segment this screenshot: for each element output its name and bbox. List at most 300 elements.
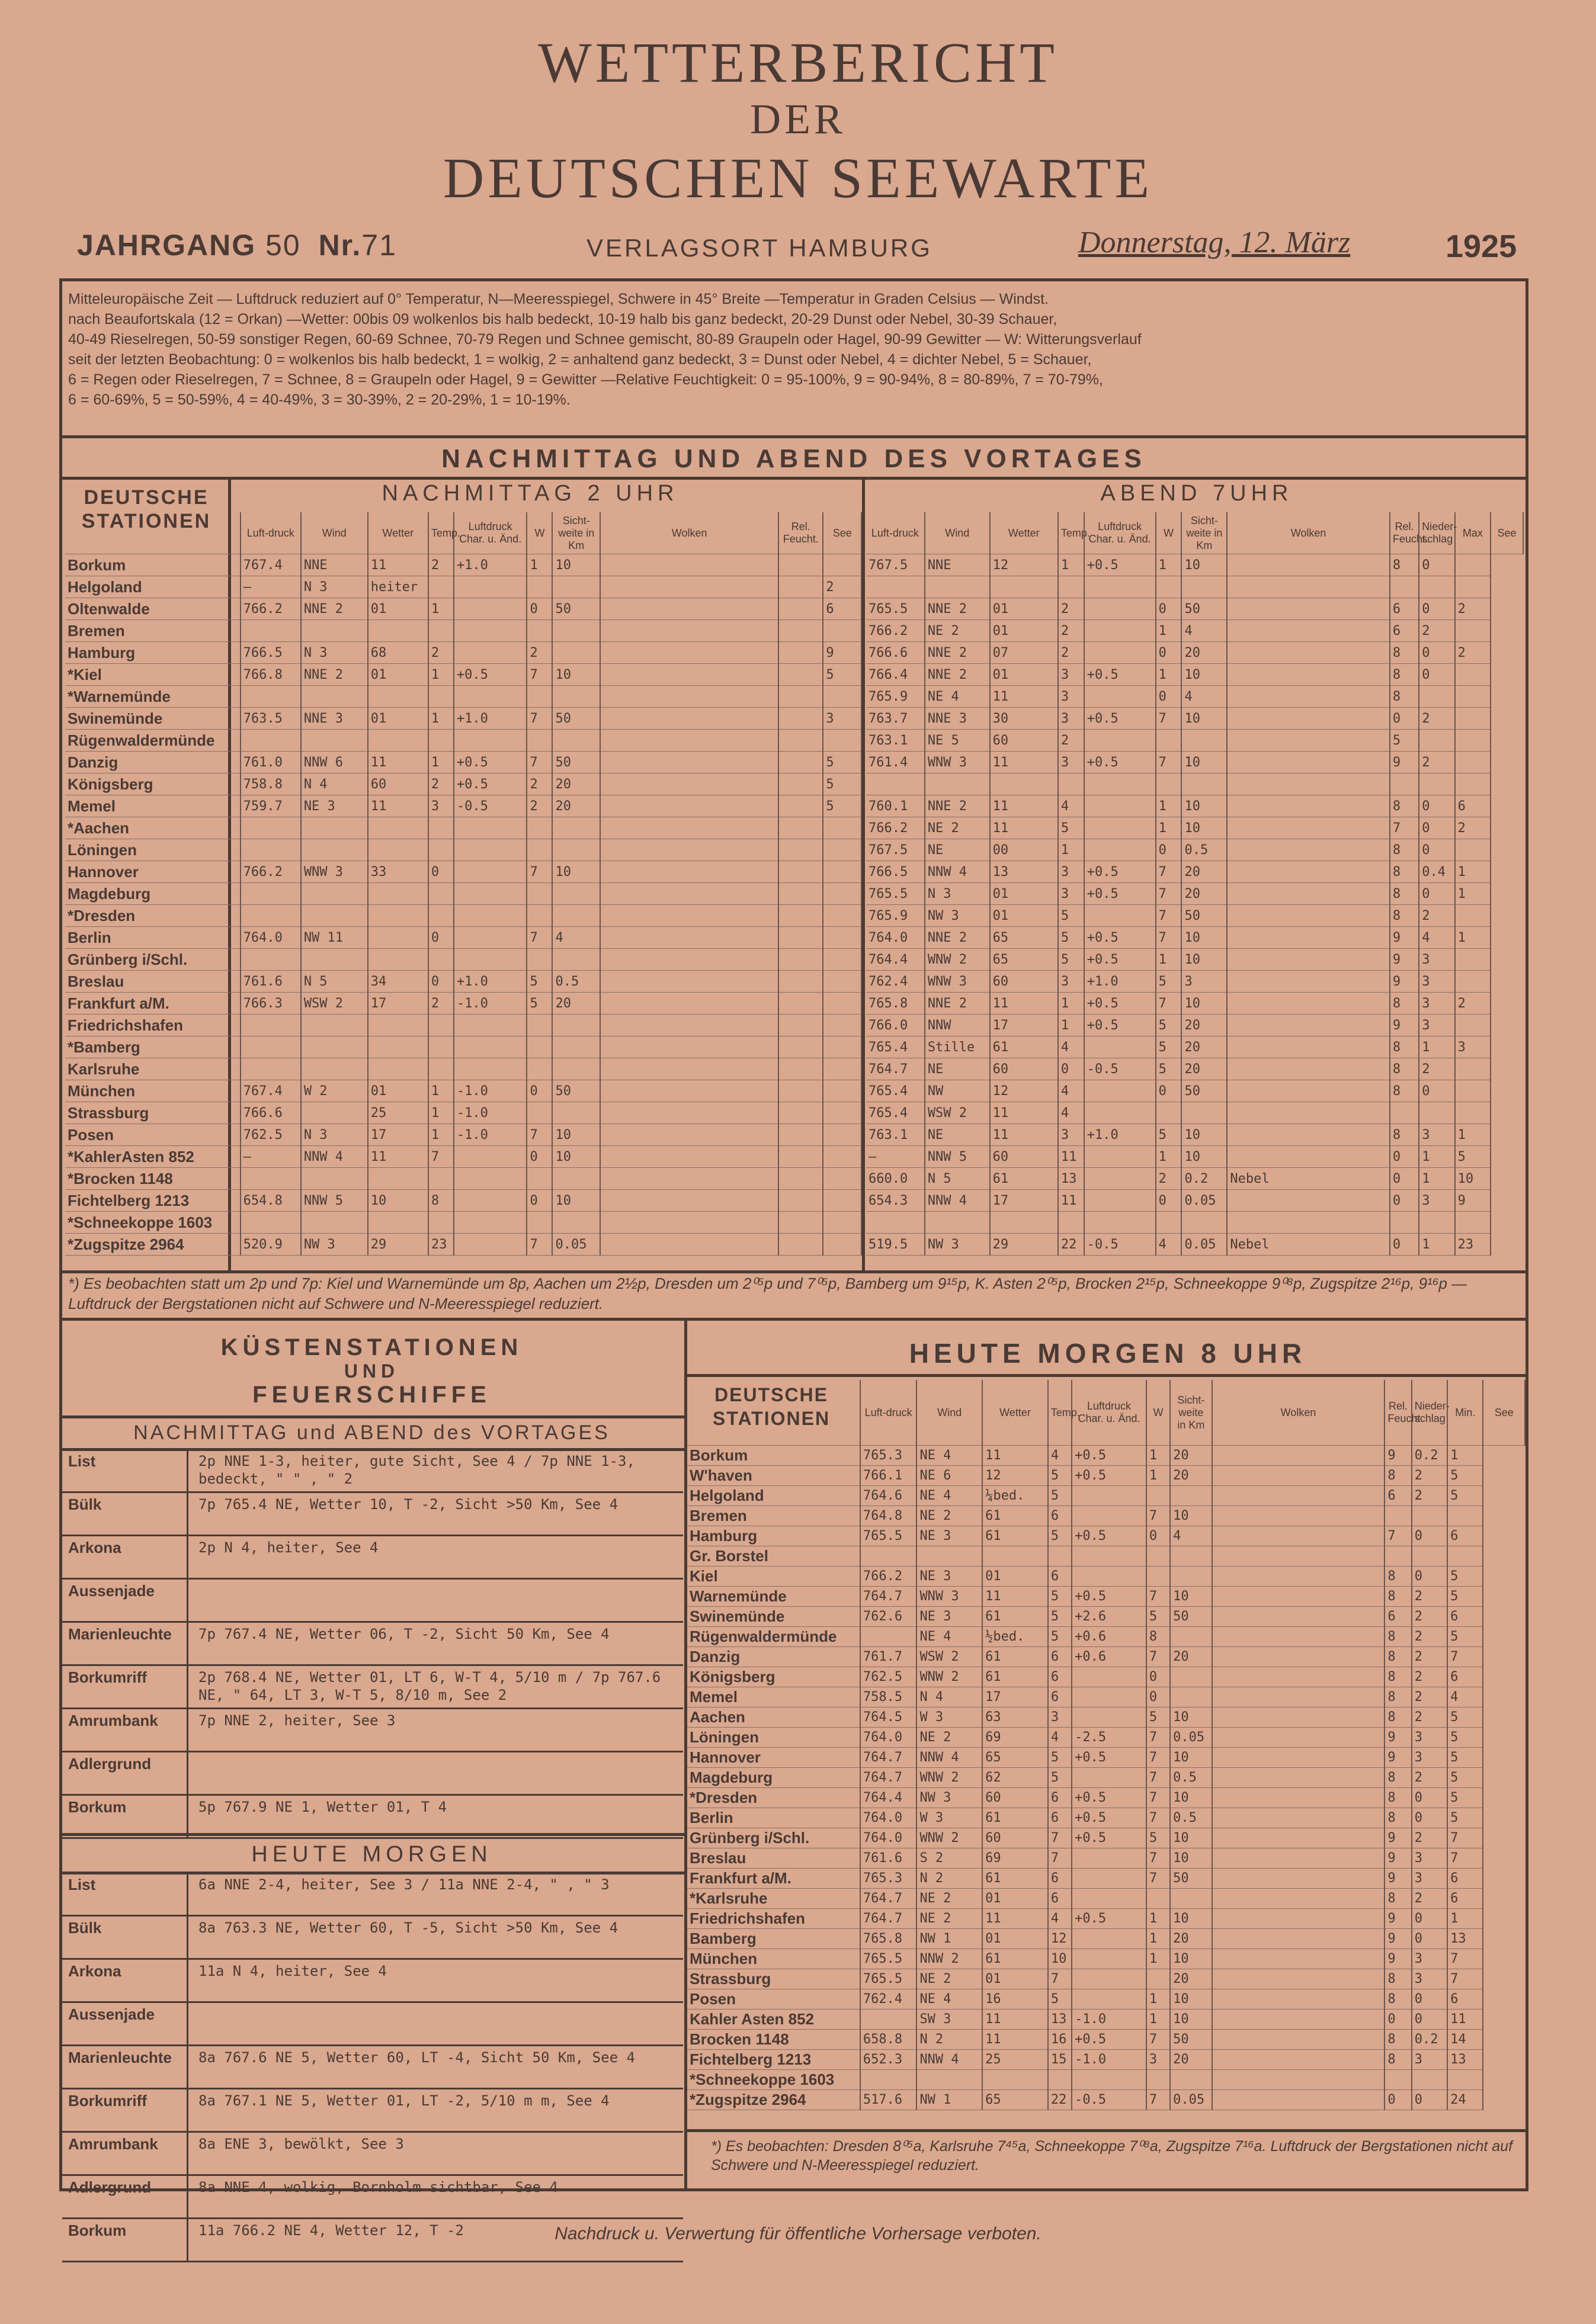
cell-value: +2.6 <box>1072 1607 1146 1627</box>
kuesten-row <box>62 1536 683 1580</box>
cell-value <box>778 971 823 993</box>
cell-value: 4 <box>1058 1036 1084 1058</box>
table-row <box>687 1969 1525 1989</box>
cell-value: 4 <box>1048 1909 1072 1929</box>
table-row <box>866 554 1523 576</box>
cell-value: 5 <box>1146 1607 1170 1627</box>
table-row <box>687 1587 1525 1607</box>
cell-value <box>1455 576 1491 598</box>
column-divider <box>187 2176 188 2217</box>
cell-value: 01 <box>982 1889 1048 1909</box>
cell-value <box>1212 1466 1385 1486</box>
kuesten-row <box>62 1873 683 1917</box>
cell-value <box>1227 554 1390 576</box>
cell-value <box>428 1015 454 1036</box>
table-row <box>65 730 861 752</box>
cell-value: 2 <box>527 642 552 664</box>
cell-value: +0.5 <box>1072 1466 1146 1486</box>
cell-value: 8 <box>1390 883 1419 905</box>
cell-value <box>1455 905 1491 927</box>
cell-value: 652.3 <box>860 2050 917 2070</box>
cell-value: 6 <box>1048 1788 1072 1808</box>
station-name: Danzig <box>687 1647 860 1667</box>
upper-footnote: *) Es beobachten statt um 2p und 7p: Kiel und Warnemünde um 8p, Aachen um 2½p, Dresden um 2⁰⁵p und 7⁰⁵p, Bamberg um 9¹⁵p, K. Asten 2⁰⁵p, Brocken 2¹⁵p, Schneekoppe 9⁰⁸p, Zugspitze 2¹⁶p, 9¹⁶p — Luftdruck der Bergstationen nicht auf Schwere und N-Meeresspiegel reduziert. <box>68 1275 1467 1312</box>
cell-value <box>1170 1889 1212 1909</box>
cell-value: 5 <box>527 971 552 993</box>
cell-value: 11 <box>982 1909 1048 1929</box>
cell-value: 1 <box>1419 1168 1454 1190</box>
cell-value: 10 <box>1170 1828 1212 1848</box>
cell-value <box>1227 773 1390 795</box>
cell-value: 5 <box>1447 1587 1483 1607</box>
cell-value <box>778 1146 823 1168</box>
column-header: See <box>1483 1380 1525 1446</box>
station-name: *Warnemünde <box>65 686 241 708</box>
cell-value: 10 <box>1181 708 1227 730</box>
cell-value: 20 <box>1170 1929 1212 1949</box>
cell-value: 20 <box>1181 883 1227 905</box>
cell-value: — <box>241 1146 301 1168</box>
cell-value <box>925 1212 990 1234</box>
verlagsort: VERLAGSORT HAMBURG <box>587 234 932 262</box>
station-name: Frankfurt a/M. <box>65 993 241 1015</box>
cell-value: 0 <box>1146 1526 1170 1546</box>
station-name: Brocken 1148 <box>687 2030 860 2050</box>
cell-value <box>454 1015 527 1036</box>
cell-value: 11 <box>982 1446 1048 1466</box>
cell-value <box>778 795 823 817</box>
cell-value: 2 <box>1412 1587 1447 1607</box>
cell-value <box>1412 2070 1447 2090</box>
cell-value <box>1455 752 1491 773</box>
cell-value: 2 <box>428 554 454 576</box>
cell-value <box>1419 576 1454 598</box>
cell-value: +0.5 <box>1072 1909 1146 1929</box>
column-divider <box>187 1493 188 1535</box>
table-row <box>65 817 861 839</box>
cell-value: 10 <box>1181 554 1227 576</box>
nr-label: Nr. <box>318 229 362 262</box>
kuesten-row <box>62 2133 683 2176</box>
cell-value: 766.6 <box>866 642 925 664</box>
kuesten-station-name: Borkum <box>68 1798 127 1816</box>
cell-value: 1 <box>1419 1234 1454 1256</box>
cell-value <box>1146 2070 1170 2090</box>
cell-value: 765.3 <box>860 1869 917 1889</box>
cell-value <box>552 1212 600 1234</box>
cell-value <box>454 817 527 839</box>
cell-value: 8 <box>1385 1667 1411 1687</box>
cell-value: 7 <box>1447 1969 1483 1989</box>
cell-value: NNW 4 <box>925 861 990 883</box>
cell-value: 762.5 <box>241 1124 301 1146</box>
station-name: Löningen <box>687 1728 860 1748</box>
cell-value <box>454 905 527 927</box>
cell-value: 3 <box>1419 949 1454 971</box>
kuesten-station-name: List <box>68 1876 96 1893</box>
cell-value: 6 <box>1048 1889 1072 1909</box>
table-row <box>65 1190 861 1212</box>
cell-value: 01 <box>368 664 428 686</box>
cell-value <box>823 554 861 576</box>
station-name: Aachen <box>687 1707 860 1728</box>
cell-value <box>1212 1848 1385 1869</box>
table-row <box>65 1234 861 1256</box>
cell-value <box>600 773 778 795</box>
cell-value: 3 <box>1412 2050 1447 2070</box>
cell-value: 766.2 <box>860 1567 917 1587</box>
station-name: München <box>687 1949 860 1969</box>
cell-value: 4 <box>1181 620 1227 642</box>
kuesten-report: 5p 767.9 NE 1, Wetter 01, T 4 <box>198 1799 447 1815</box>
cell-value <box>778 1080 823 1102</box>
cell-value: 13 <box>990 861 1058 883</box>
cell-value: 8 <box>1385 1768 1411 1788</box>
cell-value <box>778 1102 823 1124</box>
column-divider <box>187 1917 188 1958</box>
cell-value: 0 <box>1390 1234 1419 1256</box>
cell-value: 2 <box>1455 598 1491 620</box>
heute-stations-label: DEUTSCHE STATIONEN <box>712 1384 831 1429</box>
cell-value: -1.0 <box>454 1080 527 1102</box>
cell-value: 0.4 <box>1419 861 1454 883</box>
cell-value <box>1212 1607 1385 1627</box>
cell-value <box>527 1036 552 1058</box>
cell-value: +0.5 <box>1084 708 1156 730</box>
cell-value: 762.6 <box>860 1607 917 1627</box>
kuesten-morgen-list <box>62 1873 683 2262</box>
cell-value: 3 <box>1412 1869 1447 1889</box>
cell-value: 00 <box>990 839 1058 861</box>
cell-value: 8 <box>1390 905 1419 927</box>
cell-value: Nebel <box>1227 1234 1390 1256</box>
kuesten-report: 8a 763.3 NE, Wetter 60, T -5, Sicht >50 Km, See 4 <box>198 1919 618 1936</box>
cell-value: N 4 <box>301 773 368 795</box>
column-header: Nieder-schlag <box>1412 1380 1447 1446</box>
cell-value: 1 <box>1156 795 1182 817</box>
table-row <box>687 1889 1525 1909</box>
station-name: Karlsruhe <box>65 1058 241 1080</box>
cell-value: 11 <box>990 686 1058 708</box>
cell-value: 10 <box>1170 1989 1212 2010</box>
station-name: *Schneekoppe 1603 <box>65 1212 241 1234</box>
kuesten-row <box>62 1917 683 1960</box>
cell-value: 8 <box>1385 1647 1411 1667</box>
cell-value: 2 <box>1455 642 1491 664</box>
cell-value: 765.5 <box>866 598 925 620</box>
cell-value: 23 <box>428 1234 454 1256</box>
cell-value: 10 <box>552 664 600 686</box>
cell-value: 0.05 <box>1170 1728 1212 1748</box>
kuesten-row <box>62 1623 683 1666</box>
cell-value: 3 <box>1058 883 1084 905</box>
cell-value: 761.6 <box>860 1848 917 1869</box>
cell-value: 2 <box>1412 1466 1447 1486</box>
header-row <box>687 1380 1525 1446</box>
cell-value: 5 <box>1048 1486 1072 1506</box>
cell-value <box>1212 1828 1385 1848</box>
column-header: Wetter <box>982 1380 1048 1446</box>
column-divider <box>187 2089 188 2131</box>
cell-value <box>778 905 823 927</box>
cell-value: 3 <box>1455 1036 1491 1058</box>
cell-value <box>778 752 823 773</box>
cell-value <box>1072 1989 1146 2010</box>
table-row <box>866 993 1523 1015</box>
column-header: W <box>527 512 552 554</box>
cell-value <box>1212 2030 1385 2050</box>
cell-value <box>600 1102 778 1124</box>
cell-value: 20 <box>1170 2050 1212 2070</box>
cell-value: 9 <box>1390 949 1419 971</box>
cell-value <box>1170 1687 1212 1707</box>
cell-value: 23 <box>1455 1234 1491 1256</box>
cell-value: 22 <box>1058 1234 1084 1256</box>
cell-value <box>823 817 861 839</box>
title-line2: DER <box>750 95 846 143</box>
cell-value <box>1447 1546 1483 1567</box>
cell-value: 7 <box>1156 861 1182 883</box>
kuesten-title <box>59 1336 684 1407</box>
cell-value: 10 <box>1181 664 1227 686</box>
station-name: *Bamberg <box>65 1036 241 1058</box>
kuesten-row <box>62 1666 683 1709</box>
cell-value: 2 <box>527 795 552 817</box>
cell-value: 6 <box>1390 620 1419 642</box>
cell-value: 6 <box>1048 1808 1072 1828</box>
kuesten-station-name: Arkona <box>68 1962 121 1980</box>
station-name: Bamberg <box>687 1929 860 1949</box>
cell-value: 0 <box>1419 598 1454 620</box>
station-name: Kiel <box>687 1567 860 1587</box>
station-name: Posen <box>687 1989 860 2010</box>
cell-value: 12 <box>1048 1929 1072 1949</box>
station-name: Hamburg <box>687 1526 860 1546</box>
cell-value <box>527 905 552 927</box>
cell-value <box>428 1036 454 1058</box>
cell-value: NE 3 <box>916 1607 982 1627</box>
cell-value: 764.0 <box>241 927 301 949</box>
cell-value <box>552 1036 600 1058</box>
cell-value: 8 <box>1385 1808 1411 1828</box>
cell-value <box>1212 1909 1385 1929</box>
cell-value: 01 <box>990 883 1058 905</box>
footer-note: Nachdruck u. Verwertung für öffentliche Vorhersage verboten. <box>555 2224 1041 2243</box>
cell-value: 0 <box>1156 686 1182 708</box>
cell-value: 1 <box>1419 1146 1454 1168</box>
cell-value <box>241 905 301 927</box>
table-row <box>687 1546 1525 1567</box>
cell-value <box>823 971 861 993</box>
cell-value <box>860 2070 917 2090</box>
station-name: Warnemünde <box>687 1587 860 1607</box>
cell-value: 8 <box>1385 1788 1411 1808</box>
cell-value: 765.5 <box>860 1969 917 1989</box>
cell-value <box>1227 1190 1390 1212</box>
cell-value <box>241 686 301 708</box>
cell-value: 0.05 <box>1170 2090 1212 2110</box>
cell-value <box>368 620 428 642</box>
cell-value: NE 2 <box>916 1889 982 1909</box>
legend <box>68 289 1526 410</box>
cell-value <box>823 1080 861 1102</box>
station-name: Grünberg i/Schl. <box>687 1828 860 1848</box>
cell-value <box>1170 1486 1212 1506</box>
cell-value: 01 <box>368 1080 428 1102</box>
cell-value: 8 <box>1385 1466 1411 1486</box>
cell-value: +0.5 <box>1084 861 1156 883</box>
cell-value: 20 <box>1181 1015 1227 1036</box>
cell-value: NNW <box>925 1015 990 1036</box>
divider <box>862 477 865 1270</box>
cell-value <box>1212 2090 1385 2110</box>
cell-value: 2 <box>1412 1707 1447 1728</box>
cell-value: 2 <box>1412 1828 1447 1848</box>
cell-value: 61 <box>982 1667 1048 1687</box>
cell-value: 7 <box>527 1124 552 1146</box>
cell-value <box>778 598 823 620</box>
station-name: Strassburg <box>687 1969 860 1989</box>
cell-value: 0 <box>1412 1909 1447 1929</box>
cell-value <box>527 620 552 642</box>
cell-value <box>823 949 861 971</box>
cell-value: 14 <box>1447 2030 1483 2050</box>
kuesten-title-2: UND <box>344 1360 400 1382</box>
table-row <box>65 971 861 993</box>
cell-value: 1 <box>1156 949 1182 971</box>
cell-value: 6 <box>1048 1687 1072 1707</box>
cell-value <box>823 839 861 861</box>
cell-value <box>301 1015 368 1036</box>
cell-value <box>454 1212 527 1234</box>
cell-value <box>600 993 778 1015</box>
cell-value <box>1212 1446 1385 1466</box>
cell-value: 8 <box>1385 1969 1411 1989</box>
cell-value: 1 <box>1455 861 1491 883</box>
station-name: *Kiel <box>65 664 241 686</box>
table-row <box>866 1058 1523 1080</box>
cell-value: 0 <box>1146 1667 1170 1687</box>
cell-value <box>823 1058 861 1080</box>
cell-value: NE 2 <box>916 1909 982 1929</box>
cell-value <box>1084 620 1156 642</box>
nr-value: 71 <box>361 229 397 262</box>
cell-value: 50 <box>552 598 600 620</box>
cell-value <box>241 620 301 642</box>
cell-value <box>552 576 600 598</box>
cell-value <box>1156 1102 1182 1124</box>
cell-value: NNE 2 <box>925 664 990 686</box>
cell-value <box>1156 1212 1182 1234</box>
cell-value <box>428 576 454 598</box>
cell-value: +0.5 <box>1072 1587 1146 1607</box>
table-row <box>866 576 1523 598</box>
cell-value: 11 <box>990 817 1058 839</box>
cell-value <box>368 1212 428 1234</box>
cell-value: NNW 5 <box>301 1190 368 1212</box>
cell-value <box>454 883 527 905</box>
cell-value: NE 4 <box>925 686 990 708</box>
cell-value <box>527 817 552 839</box>
cell-value: 2 <box>1058 642 1084 664</box>
cell-value: 764.7 <box>860 1768 917 1788</box>
cell-value: 10 <box>1170 1909 1212 1929</box>
column-divider <box>187 2046 188 2088</box>
cell-value: 10 <box>1170 1707 1212 1728</box>
cell-value: NE <box>925 839 990 861</box>
table-row <box>687 1748 1525 1768</box>
kuesten-report: 7p 765.4 NE, Wetter 10, T -2, Sicht >50 Km, See 4 <box>198 1496 618 1513</box>
cell-value: 766.5 <box>866 861 925 883</box>
cell-value: 2 <box>1412 1889 1447 1909</box>
cell-value <box>1212 1889 1385 1909</box>
cell-value <box>301 1212 368 1234</box>
cell-value: 61 <box>990 1168 1058 1190</box>
cell-value: 763.7 <box>866 708 925 730</box>
cell-value: 6 <box>1048 1647 1072 1667</box>
cell-value <box>778 620 823 642</box>
title-line1: WETTERBERICHT <box>538 31 1058 94</box>
cell-value: 5 <box>1048 1466 1072 1486</box>
cell-value <box>778 1190 823 1212</box>
cell-value: 60 <box>990 1058 1058 1080</box>
cell-value: 8 <box>1385 1687 1411 1707</box>
nachmittag-label: NACHMITTAG 2 UHR <box>382 481 679 506</box>
cell-value <box>552 730 600 752</box>
cell-value: 2 <box>428 993 454 1015</box>
kuesten-row <box>62 2046 683 2089</box>
cell-value <box>1156 773 1182 795</box>
cell-value: 11 <box>982 2030 1048 2050</box>
cell-value: 6 <box>1390 598 1419 620</box>
cell-value: 3 <box>1058 686 1084 708</box>
cell-value: 0 <box>1385 2010 1411 2030</box>
cell-value <box>1212 1567 1385 1587</box>
table-row <box>687 1506 1525 1526</box>
cell-value: 3 <box>1419 993 1454 1015</box>
cell-value <box>778 1124 823 1146</box>
cell-value: 7 <box>1048 1969 1072 1989</box>
cell-value: 3 <box>1419 1124 1454 1146</box>
cell-value: 2 <box>1455 993 1491 1015</box>
kuesten-station-name: Adlergrund <box>68 1755 152 1773</box>
cell-value: 0 <box>1412 1808 1447 1828</box>
heute-footnote: *) Es beobachten: Dresden 8⁰⁵a, Karlsruhe 7⁴⁵a, Schneekoppe 7⁰⁸a, Zugspitze 7¹⁶a. Luftdruck der Bergstationen nicht auf Schwere und N-Meeresspiegel reduziert. <box>711 2138 1513 2174</box>
cell-value: 2 <box>1412 1607 1447 1627</box>
cell-value <box>552 1102 600 1124</box>
cell-value <box>1084 576 1156 598</box>
title-line3: DEUTSCHEN SEEWARTE <box>443 146 1153 210</box>
cell-value: 762.4 <box>866 971 925 993</box>
cell-value <box>1227 1124 1390 1146</box>
cell-value <box>600 1212 778 1234</box>
cell-value: 5 <box>823 795 861 817</box>
cell-value: 11 <box>368 1146 428 1168</box>
cell-value <box>1227 1212 1390 1234</box>
cell-value <box>1227 598 1390 620</box>
cell-value <box>454 1146 527 1168</box>
cell-value: 1 <box>1146 1949 1170 1969</box>
table-row <box>65 839 861 861</box>
cell-value <box>1412 1546 1447 1567</box>
cell-value: 7 <box>1146 1869 1170 1889</box>
table-row <box>866 773 1523 795</box>
cell-value <box>823 861 861 883</box>
cell-value <box>368 1058 428 1080</box>
cell-value: 5 <box>1058 927 1084 949</box>
cell-value <box>454 598 527 620</box>
cell-value: 7 <box>1447 1949 1483 1969</box>
